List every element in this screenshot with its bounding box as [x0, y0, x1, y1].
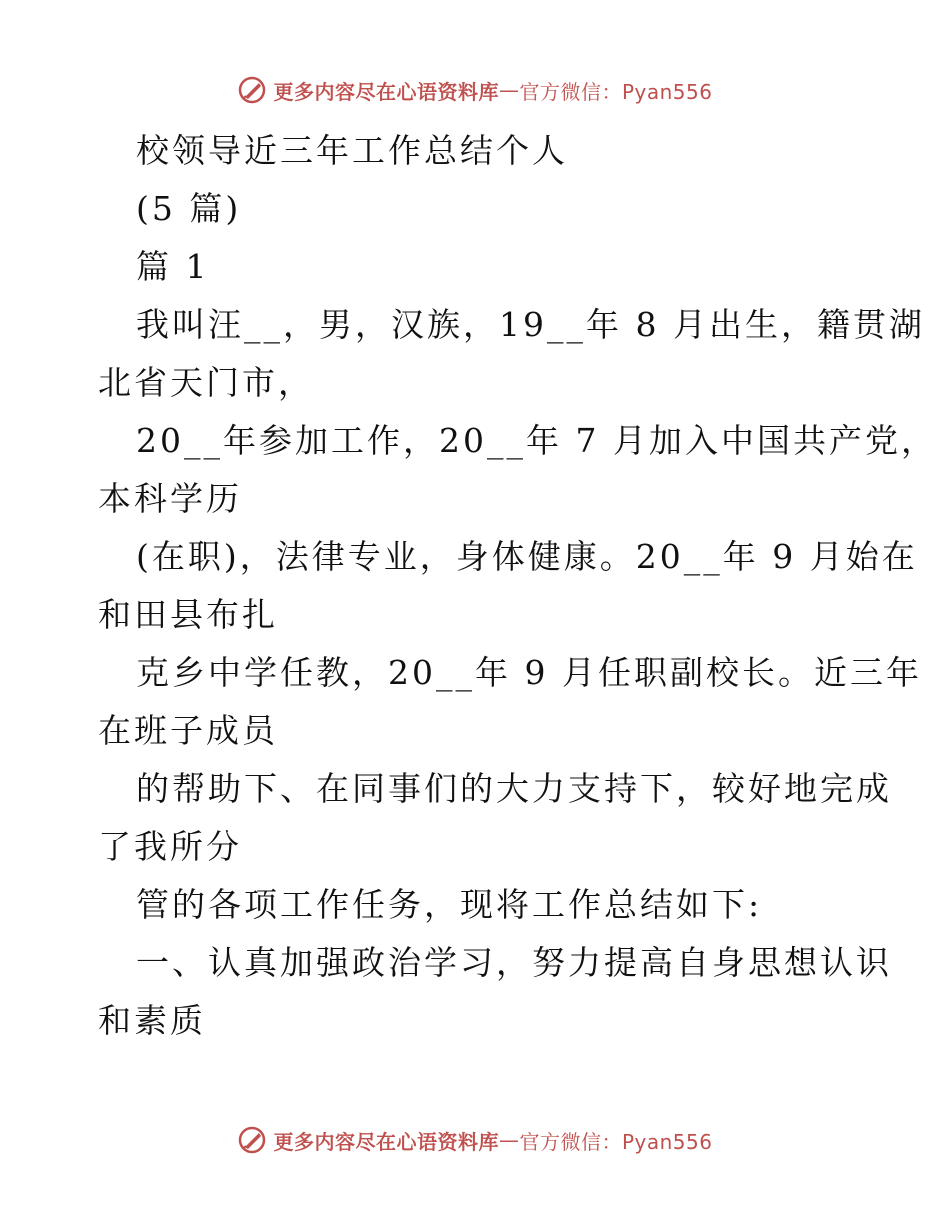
paragraph-line: 北省天门市， [98, 363, 314, 402]
quill-logo-icon [237, 75, 267, 105]
banner-main-text: 更多内容尽在心语资料库 [273, 79, 499, 104]
header-banner [0, 70, 950, 110]
paragraph-line: 20__年参加工作，20__年 7 月加入中国共产党， [136, 421, 937, 460]
paragraph-line: 我叫汪__，男，汉族，19__年 8 月出生，籍贯湖 [136, 305, 925, 344]
paragraph-line: 了我所分 [98, 827, 242, 866]
doc-subtitle: (5 篇) [136, 189, 242, 228]
paragraph-line: 在班子成员 [98, 711, 278, 750]
section-heading-1: 一、认真加强政治学习，努力提高自身思想认识 [136, 943, 892, 982]
quill-logo-icon [237, 1125, 267, 1155]
document-body [98, 122, 937, 1050]
doc-title: 校领导近三年工作总结个人 [136, 131, 568, 170]
banner-main-text: 更多内容尽在心语资料库 [273, 1129, 499, 1154]
banner-wechat-text: 官方微信：Pyan556 [519, 79, 713, 104]
paragraph-line: 克乡中学任教，20__年 9 月任职副校长。近三年 [136, 653, 922, 692]
paragraph-line: 的帮助下、在同事们的大力支持下，较好地完成 [136, 769, 892, 808]
banner-wechat-text: 官方微信：Pyan556 [519, 1129, 713, 1154]
paragraph-line: 和田县布扎 [98, 595, 278, 634]
banner-dash: — [498, 78, 520, 102]
paragraph-line: 管的各项工作任务，现将工作总结如下: [136, 885, 763, 924]
paragraph-line: 本科学历 [98, 479, 242, 518]
paragraph-line: 和素质 [98, 1001, 206, 1040]
banner-dash: — [498, 1128, 520, 1152]
footer-banner [0, 1120, 950, 1160]
section-heading: 篇 1 [136, 247, 210, 286]
paragraph-line: (在职)，法律专业，身体健康。20__年 9 月始在 [136, 537, 918, 576]
